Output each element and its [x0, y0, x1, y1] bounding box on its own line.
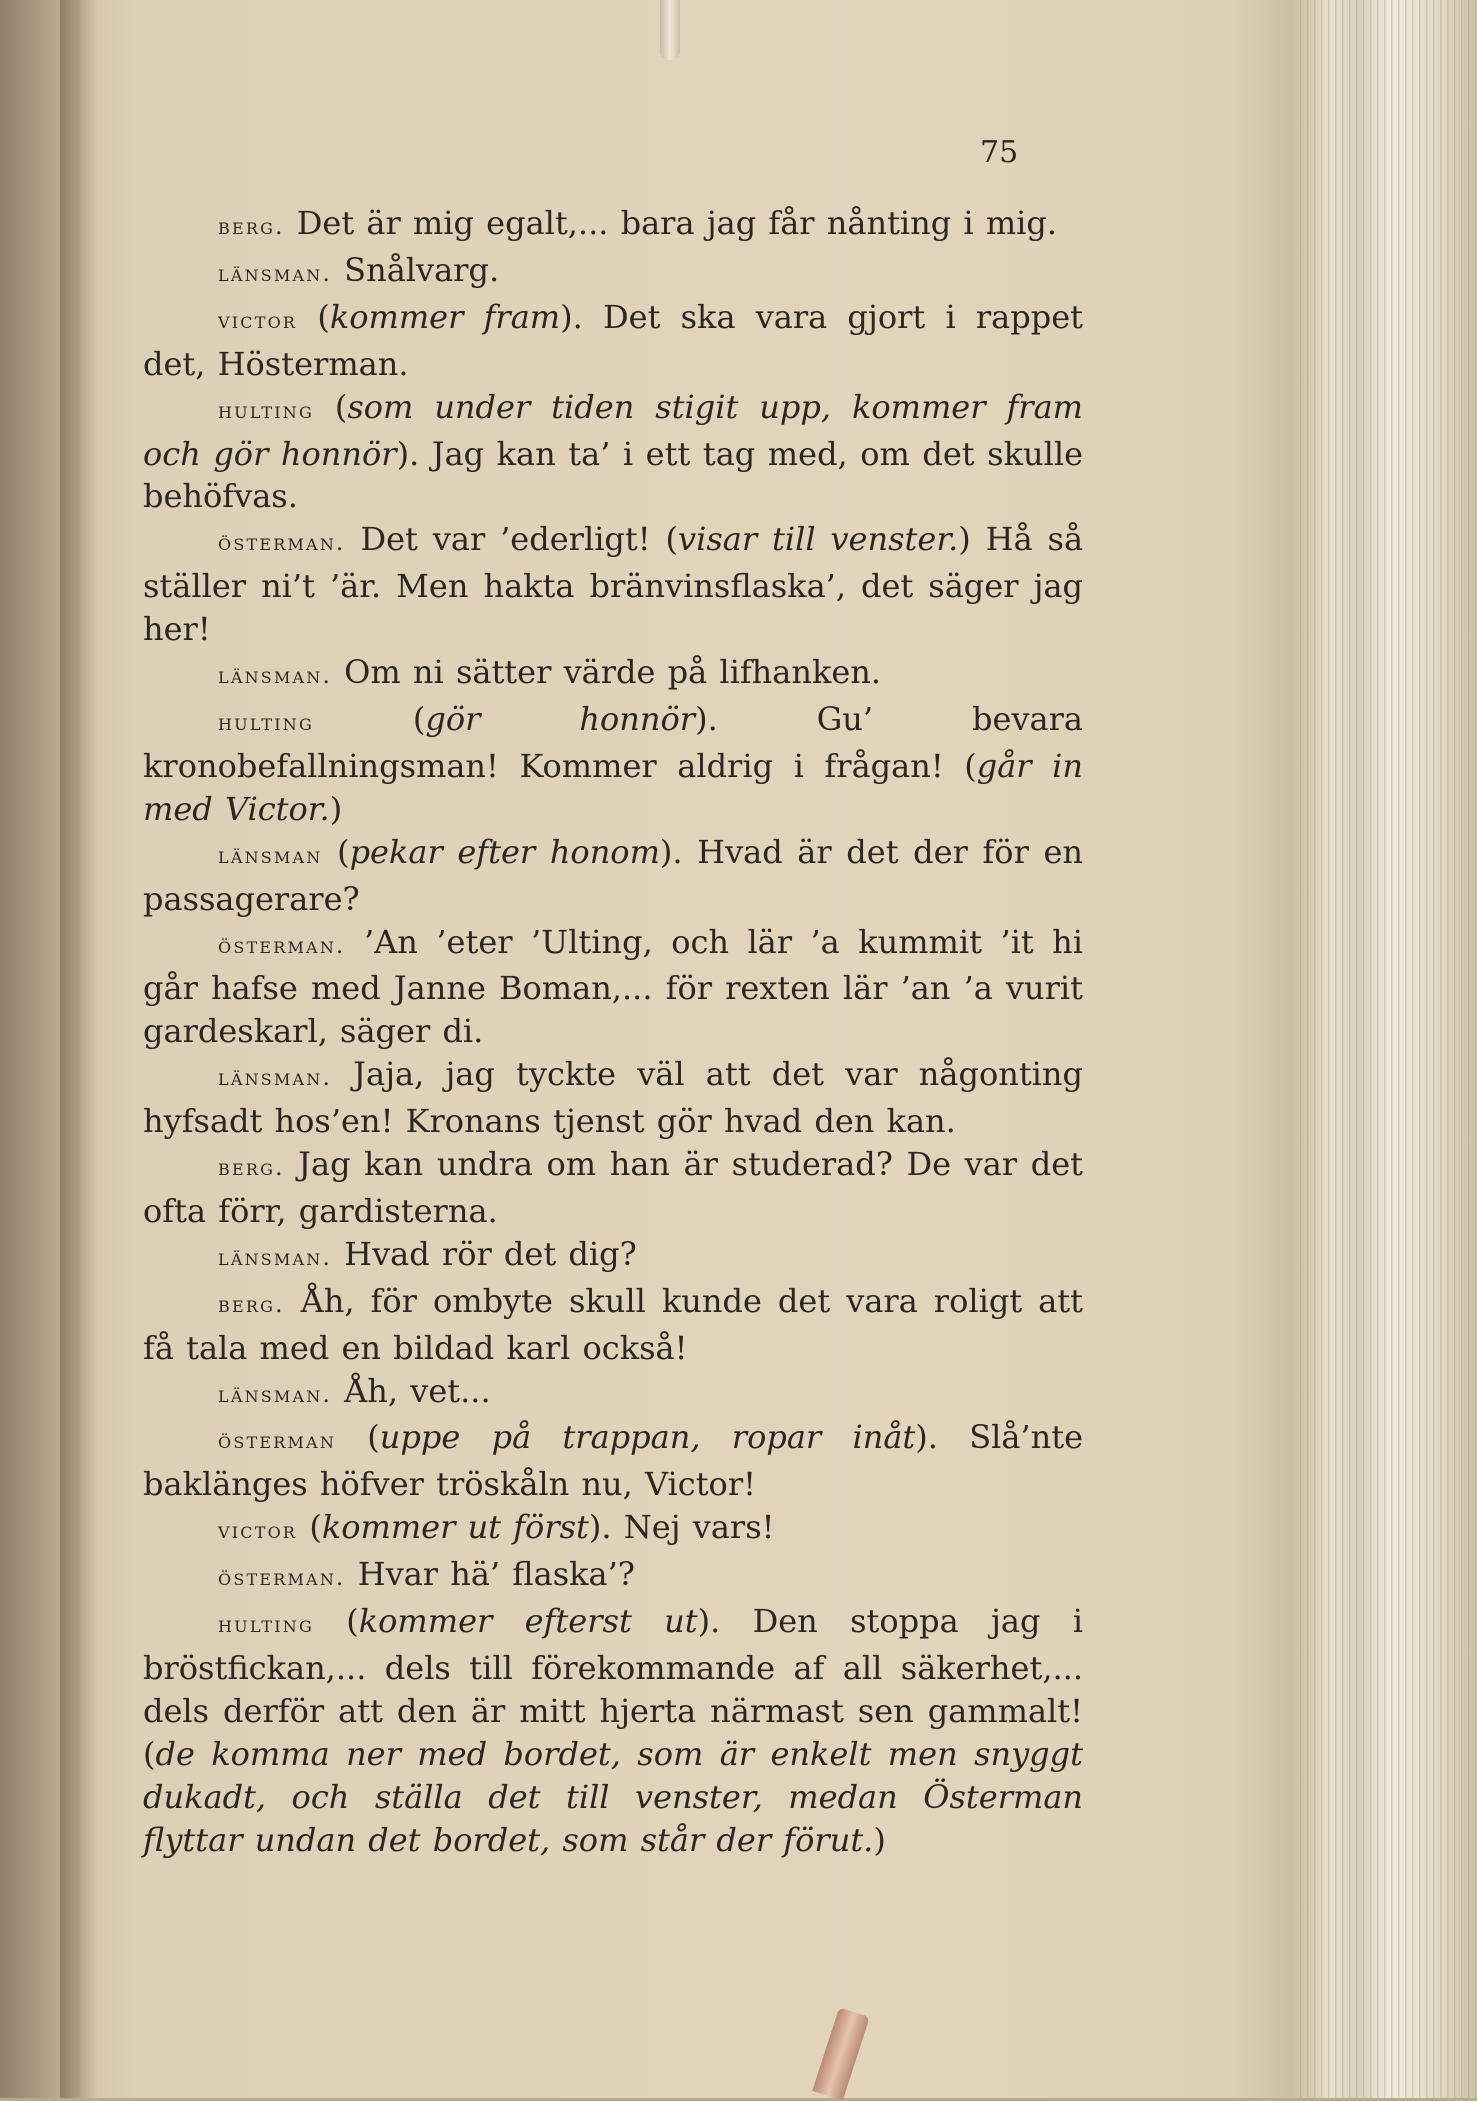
speaker-name: berg. [218, 214, 285, 240]
spoken-text: Om ni sätter värde på lifhanken. [344, 653, 882, 692]
spoken-text: ( [334, 387, 348, 426]
dialogue-line [143, 296, 1083, 386]
speaker-name: österman. [218, 932, 346, 959]
dialogue-line [143, 1506, 1083, 1553]
bookmark-ribbon-top [660, 0, 680, 60]
stage-direction: kommer fram [329, 297, 561, 336]
spoken-text: Hvad rör det dig? [344, 1234, 637, 1273]
stage-direction: kommer ut först [321, 1508, 589, 1547]
dialogue-line [143, 386, 1083, 519]
spoken-text: Det är mig egalt,... bara jag får nånting i mig. [296, 204, 1058, 242]
spoken-text: Jaja, jag tyckte väl att det var någonting hyfsadt hos’en! Kronans tjenst gör hvad den kan. [143, 1055, 1084, 1141]
dialogue-text [143, 202, 1083, 1862]
spoken-text: ) [329, 789, 343, 828]
gutter-shadow [60, 0, 100, 2098]
spoken-text: Åh, vet... [344, 1371, 491, 1410]
speaker-name: länsman. [218, 1244, 332, 1271]
spoken-text: ( [309, 1508, 322, 1547]
speaker-name: österman [218, 1428, 337, 1455]
dialogue-line [143, 1233, 1083, 1280]
dialogue-line [143, 831, 1083, 921]
spoken-text: Det var ’ederligt! ( [360, 520, 679, 559]
speaker-name: länsman [218, 842, 323, 869]
spoken-text: Snålvarg. [344, 250, 500, 289]
speaker-name: victor [218, 307, 298, 334]
stage-direction: som under tiden stigit upp, kommer fram och gör honnör [143, 387, 1084, 473]
speaker-name: berg. [218, 1291, 285, 1318]
speaker-name: länsman. [218, 1065, 332, 1092]
speaker-name: berg. [218, 1155, 285, 1182]
dialogue-line [143, 1053, 1083, 1143]
spoken-text: ’An ’eter ’Ulting, och lär ’a kummit ’it hi går hafse med Janne Boman,... för rexten lär ’an ’a vurit gardeskarl, säger di. [143, 922, 1084, 1051]
dialogue-line [143, 698, 1083, 831]
spoken-text: ( [412, 699, 426, 738]
stage-direction: går in med Victor. [143, 746, 1084, 828]
speaker-name: österman. [218, 1565, 346, 1592]
spoken-text: ). Slå’nte baklänges höfver tröskåln nu, Victor! [143, 1418, 1083, 1504]
stage-direction: pekar efter honom [349, 832, 660, 871]
spoken-text: ). Den stoppa jag i bröstfickan,... dels till förekommande af all säkerhet,... dels derför att den är mitt hjerta närmast sen gammalt! ( [143, 1602, 1084, 1773]
spoken-text: ) [873, 1820, 886, 1859]
dialogue-line [143, 921, 1083, 1054]
speaker-name: hulting [218, 1612, 314, 1639]
stage-direction: visar till venster. [678, 520, 959, 559]
spoken-text: ). Hvad är det der för en passagerare? [143, 832, 1083, 918]
page-fore-edge [1300, 0, 1477, 2098]
spoken-text: ). Nej vars! [588, 1508, 775, 1547]
dialogue-line [143, 518, 1083, 651]
stage-direction: gör honnör [425, 699, 696, 738]
dialogue-line [143, 651, 1083, 698]
dialogue-line [143, 1416, 1083, 1506]
speaker-name: österman. [218, 530, 346, 557]
spoken-text: Jag kan undra om han är studerad? De var det ofta förr, gardisterna. [143, 1145, 1083, 1230]
speaker-name: länsman. [218, 1381, 332, 1408]
spoken-text: ( [367, 1418, 380, 1457]
spoken-text: ( [337, 832, 350, 871]
page-number: 75 [980, 135, 1019, 170]
stage-direction: kommer efterst ut [358, 1602, 698, 1641]
spoken-text: Hvar hä’ flaska’? [357, 1555, 635, 1594]
spoken-text: ). Det ska vara gjort i rappet det, Hösterman. [143, 297, 1084, 383]
speaker-name: länsman. [218, 260, 332, 287]
dialogue-line [143, 1553, 1083, 1600]
spoken-text: ( [346, 1602, 359, 1641]
dialogue-line [143, 1370, 1083, 1417]
dialogue-line [143, 202, 1083, 249]
speaker-name: hulting [218, 397, 314, 424]
spoken-text: ) Hå så ställer ni’t ’är. Men hakta bränvinsflaska’, det säger jag her! [143, 520, 1084, 649]
spoken-text: Åh, för ombyte skull kunde det vara roligt att få tala med en bildad karl också! [143, 1281, 1084, 1367]
stage-direction: de komma ner med bordet, som är enkelt men snyggt dukadt, och ställa det till venster, medan Österman flyttar undan det bordet, som står der förut. [143, 1734, 1083, 1859]
dialogue-line [143, 1143, 1083, 1233]
spoken-text: ). Gu’ bevara kronobefallningsman! Kommer aldrig i frågan! ( [143, 699, 1084, 785]
dialogue-line [143, 249, 1083, 296]
spoken-text: ( [317, 297, 330, 336]
speaker-name: hulting [218, 709, 314, 736]
speaker-name: victor [218, 1518, 298, 1545]
dialogue-line [143, 1280, 1083, 1370]
speaker-name: länsman. [218, 663, 332, 690]
spoken-text: ). Jag kan ta’ i ett tag med, om det skulle behöfvas. [143, 434, 1084, 516]
dialogue-line [143, 1600, 1083, 1861]
stage-direction: uppe på trappan, ropar inåt [379, 1418, 916, 1457]
